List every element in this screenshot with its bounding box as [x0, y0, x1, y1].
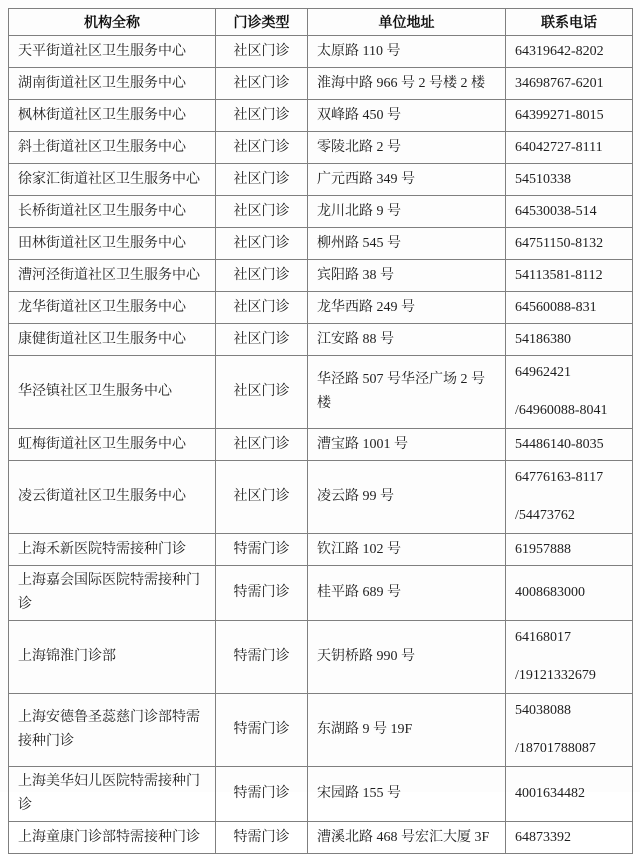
clinic-type-cell: 社区门诊 — [216, 228, 308, 260]
institution-name-cell: 田林街道社区卫生服务中心 — [9, 228, 216, 260]
table-row — [9, 621, 633, 694]
institution-name-cell: 徐家汇街道社区卫生服务中心 — [9, 164, 216, 196]
address-cell: 零陵北路 2 号 — [308, 132, 506, 164]
phone-number: 54038088 — [515, 703, 571, 718]
phone-number: 54113581-8112 — [515, 267, 603, 283]
table-row — [9, 68, 633, 100]
address-cell: 广元西路 349 号 — [308, 164, 506, 196]
phone-cell — [506, 694, 633, 767]
clinic-type-cell: 社区门诊 — [216, 196, 308, 228]
institution-name-cell: 天平街道社区卫生服务中心 — [9, 36, 216, 68]
address-cell: 柳州路 545 号 — [308, 228, 506, 260]
table-row — [9, 132, 633, 164]
clinic-type-cell: 特需门诊 — [216, 621, 308, 694]
table-row — [9, 429, 633, 461]
phone-number: 54510338 — [515, 171, 571, 187]
phone-cell — [506, 164, 633, 196]
table-row — [9, 822, 633, 854]
institution-name-cell: 虹梅街道社区卫生服务中心 — [9, 429, 216, 461]
table-row — [9, 100, 633, 132]
phone-number: 64962421 — [515, 365, 571, 380]
phone-cell — [506, 621, 633, 694]
address-cell: 钦江路 102 号 — [308, 534, 506, 566]
institution-name-cell: 枫林街道社区卫生服务中心 — [9, 100, 216, 132]
table-row — [9, 292, 633, 324]
phone-number: /18701788087 — [515, 741, 596, 756]
phone-number: 54186380 — [515, 331, 571, 347]
header-phone: 联系电话 — [506, 9, 633, 36]
table-row — [9, 461, 633, 534]
phone-number: 64399271-8015 — [515, 107, 604, 123]
table-row — [9, 260, 633, 292]
table-row — [9, 767, 633, 822]
phone-cell — [506, 260, 633, 292]
vaccination-clinic-table — [8, 8, 633, 854]
phone-number: 34698767-6201 — [515, 75, 604, 91]
phone-number: 64751150-8132 — [515, 235, 604, 251]
phone-number: 64560088-831 — [515, 299, 597, 315]
header-address: 单位地址 — [308, 9, 506, 36]
phone-number: 61957888 — [515, 541, 571, 557]
phone-cell — [506, 767, 633, 822]
clinic-type-cell: 社区门诊 — [216, 100, 308, 132]
institution-name-cell: 上海安德鲁圣蕊慈门诊部特需接种门诊 — [9, 694, 216, 767]
address-cell: 太原路 110 号 — [308, 36, 506, 68]
address-cell: 龙华西路 249 号 — [308, 292, 506, 324]
table-row — [9, 228, 633, 260]
phone-cell — [506, 292, 633, 324]
phone-number: /64960088-8041 — [515, 403, 608, 418]
institution-name-cell: 长桥街道社区卫生服务中心 — [9, 196, 216, 228]
phone-number: 64530038-514 — [515, 203, 597, 219]
phone-number: 4001634482 — [515, 786, 585, 801]
address-cell: 华泾路 507 号华泾广场 2 号楼 — [308, 356, 506, 429]
address-cell: 凌云路 99 号 — [308, 461, 506, 534]
phone-number: 64042727-8111 — [515, 139, 603, 155]
table-row — [9, 534, 633, 566]
header-institution-name: 机构全称 — [9, 9, 216, 36]
phone-number: 64168017 — [515, 630, 571, 645]
address-cell: 双峰路 450 号 — [308, 100, 506, 132]
clinic-type-cell: 社区门诊 — [216, 461, 308, 534]
institution-name-cell: 上海童康门诊部特需接种门诊 — [9, 822, 216, 854]
institution-name-cell: 凌云街道社区卫生服务中心 — [9, 461, 216, 534]
clinic-type-cell: 特需门诊 — [216, 694, 308, 767]
table-row — [9, 356, 633, 429]
clinic-type-cell: 社区门诊 — [216, 260, 308, 292]
clinic-type-cell: 特需门诊 — [216, 767, 308, 822]
address-cell: 漕宝路 1001 号 — [308, 429, 506, 461]
phone-cell — [506, 228, 633, 260]
phone-number: 64873392 — [515, 829, 571, 845]
table-row — [9, 164, 633, 196]
institution-name-cell: 上海锦淮门诊部 — [9, 621, 216, 694]
address-cell: 桂平路 689 号 — [308, 566, 506, 621]
clinic-type-cell: 特需门诊 — [216, 534, 308, 566]
institution-name-cell: 康健街道社区卫生服务中心 — [9, 324, 216, 356]
address-cell: 宋园路 155 号 — [308, 767, 506, 822]
clinic-type-cell: 社区门诊 — [216, 429, 308, 461]
address-cell: 天钥桥路 990 号 — [308, 621, 506, 694]
clinic-type-cell: 社区门诊 — [216, 324, 308, 356]
institution-name-cell: 上海禾新医院特需接种门诊 — [9, 534, 216, 566]
phone-cell — [506, 68, 633, 100]
phone-cell — [506, 461, 633, 534]
phone-cell — [506, 534, 633, 566]
phone-number: /19121332679 — [515, 668, 596, 683]
address-cell: 淮海中路 966 号 2 号楼 2 楼 — [308, 68, 506, 100]
institution-name-cell: 上海嘉会国际医院特需接种门诊 — [9, 566, 216, 621]
clinic-type-cell: 社区门诊 — [216, 356, 308, 429]
phone-cell — [506, 566, 633, 621]
phone-cell — [506, 196, 633, 228]
clinic-type-cell: 特需门诊 — [216, 822, 308, 854]
phone-number: /54473762 — [515, 508, 575, 523]
clinic-type-cell: 社区门诊 — [216, 132, 308, 164]
address-cell: 龙川北路 9 号 — [308, 196, 506, 228]
phone-number: 4008683000 — [515, 585, 585, 600]
table-row — [9, 36, 633, 68]
phone-cell — [506, 429, 633, 461]
phone-number: 54486140-8035 — [515, 436, 604, 452]
phone-cell — [506, 100, 633, 132]
phone-cell — [506, 132, 633, 164]
address-cell: 江安路 88 号 — [308, 324, 506, 356]
phone-cell — [506, 36, 633, 68]
phone-cell — [506, 356, 633, 429]
header-clinic-type: 门诊类型 — [216, 9, 308, 36]
clinic-type-cell: 社区门诊 — [216, 164, 308, 196]
clinic-type-cell: 社区门诊 — [216, 292, 308, 324]
institution-name-cell: 漕河泾街道社区卫生服务中心 — [9, 260, 216, 292]
phone-number: 64776163-8117 — [515, 470, 604, 485]
table-row — [9, 566, 633, 621]
table-row — [9, 694, 633, 767]
institution-name-cell: 斜土街道社区卫生服务中心 — [9, 132, 216, 164]
institution-name-cell: 华泾镇社区卫生服务中心 — [9, 356, 216, 429]
institution-name-cell: 上海美华妇儿医院特需接种门诊 — [9, 767, 216, 822]
clinic-type-cell: 社区门诊 — [216, 36, 308, 68]
institution-name-cell: 龙华街道社区卫生服务中心 — [9, 292, 216, 324]
address-cell: 宾阳路 38 号 — [308, 260, 506, 292]
header-row — [9, 9, 633, 36]
institution-name-cell: 湖南街道社区卫生服务中心 — [9, 68, 216, 100]
address-cell: 东湖路 9 号 19F — [308, 694, 506, 767]
table-row — [9, 324, 633, 356]
clinic-type-cell: 特需门诊 — [216, 566, 308, 621]
address-cell: 漕溪北路 468 号宏汇大厦 3F — [308, 822, 506, 854]
phone-number: 64319642-8202 — [515, 43, 604, 59]
phone-cell — [506, 822, 633, 854]
clinic-type-cell: 社区门诊 — [216, 68, 308, 100]
table-row — [9, 196, 633, 228]
phone-cell — [506, 324, 633, 356]
